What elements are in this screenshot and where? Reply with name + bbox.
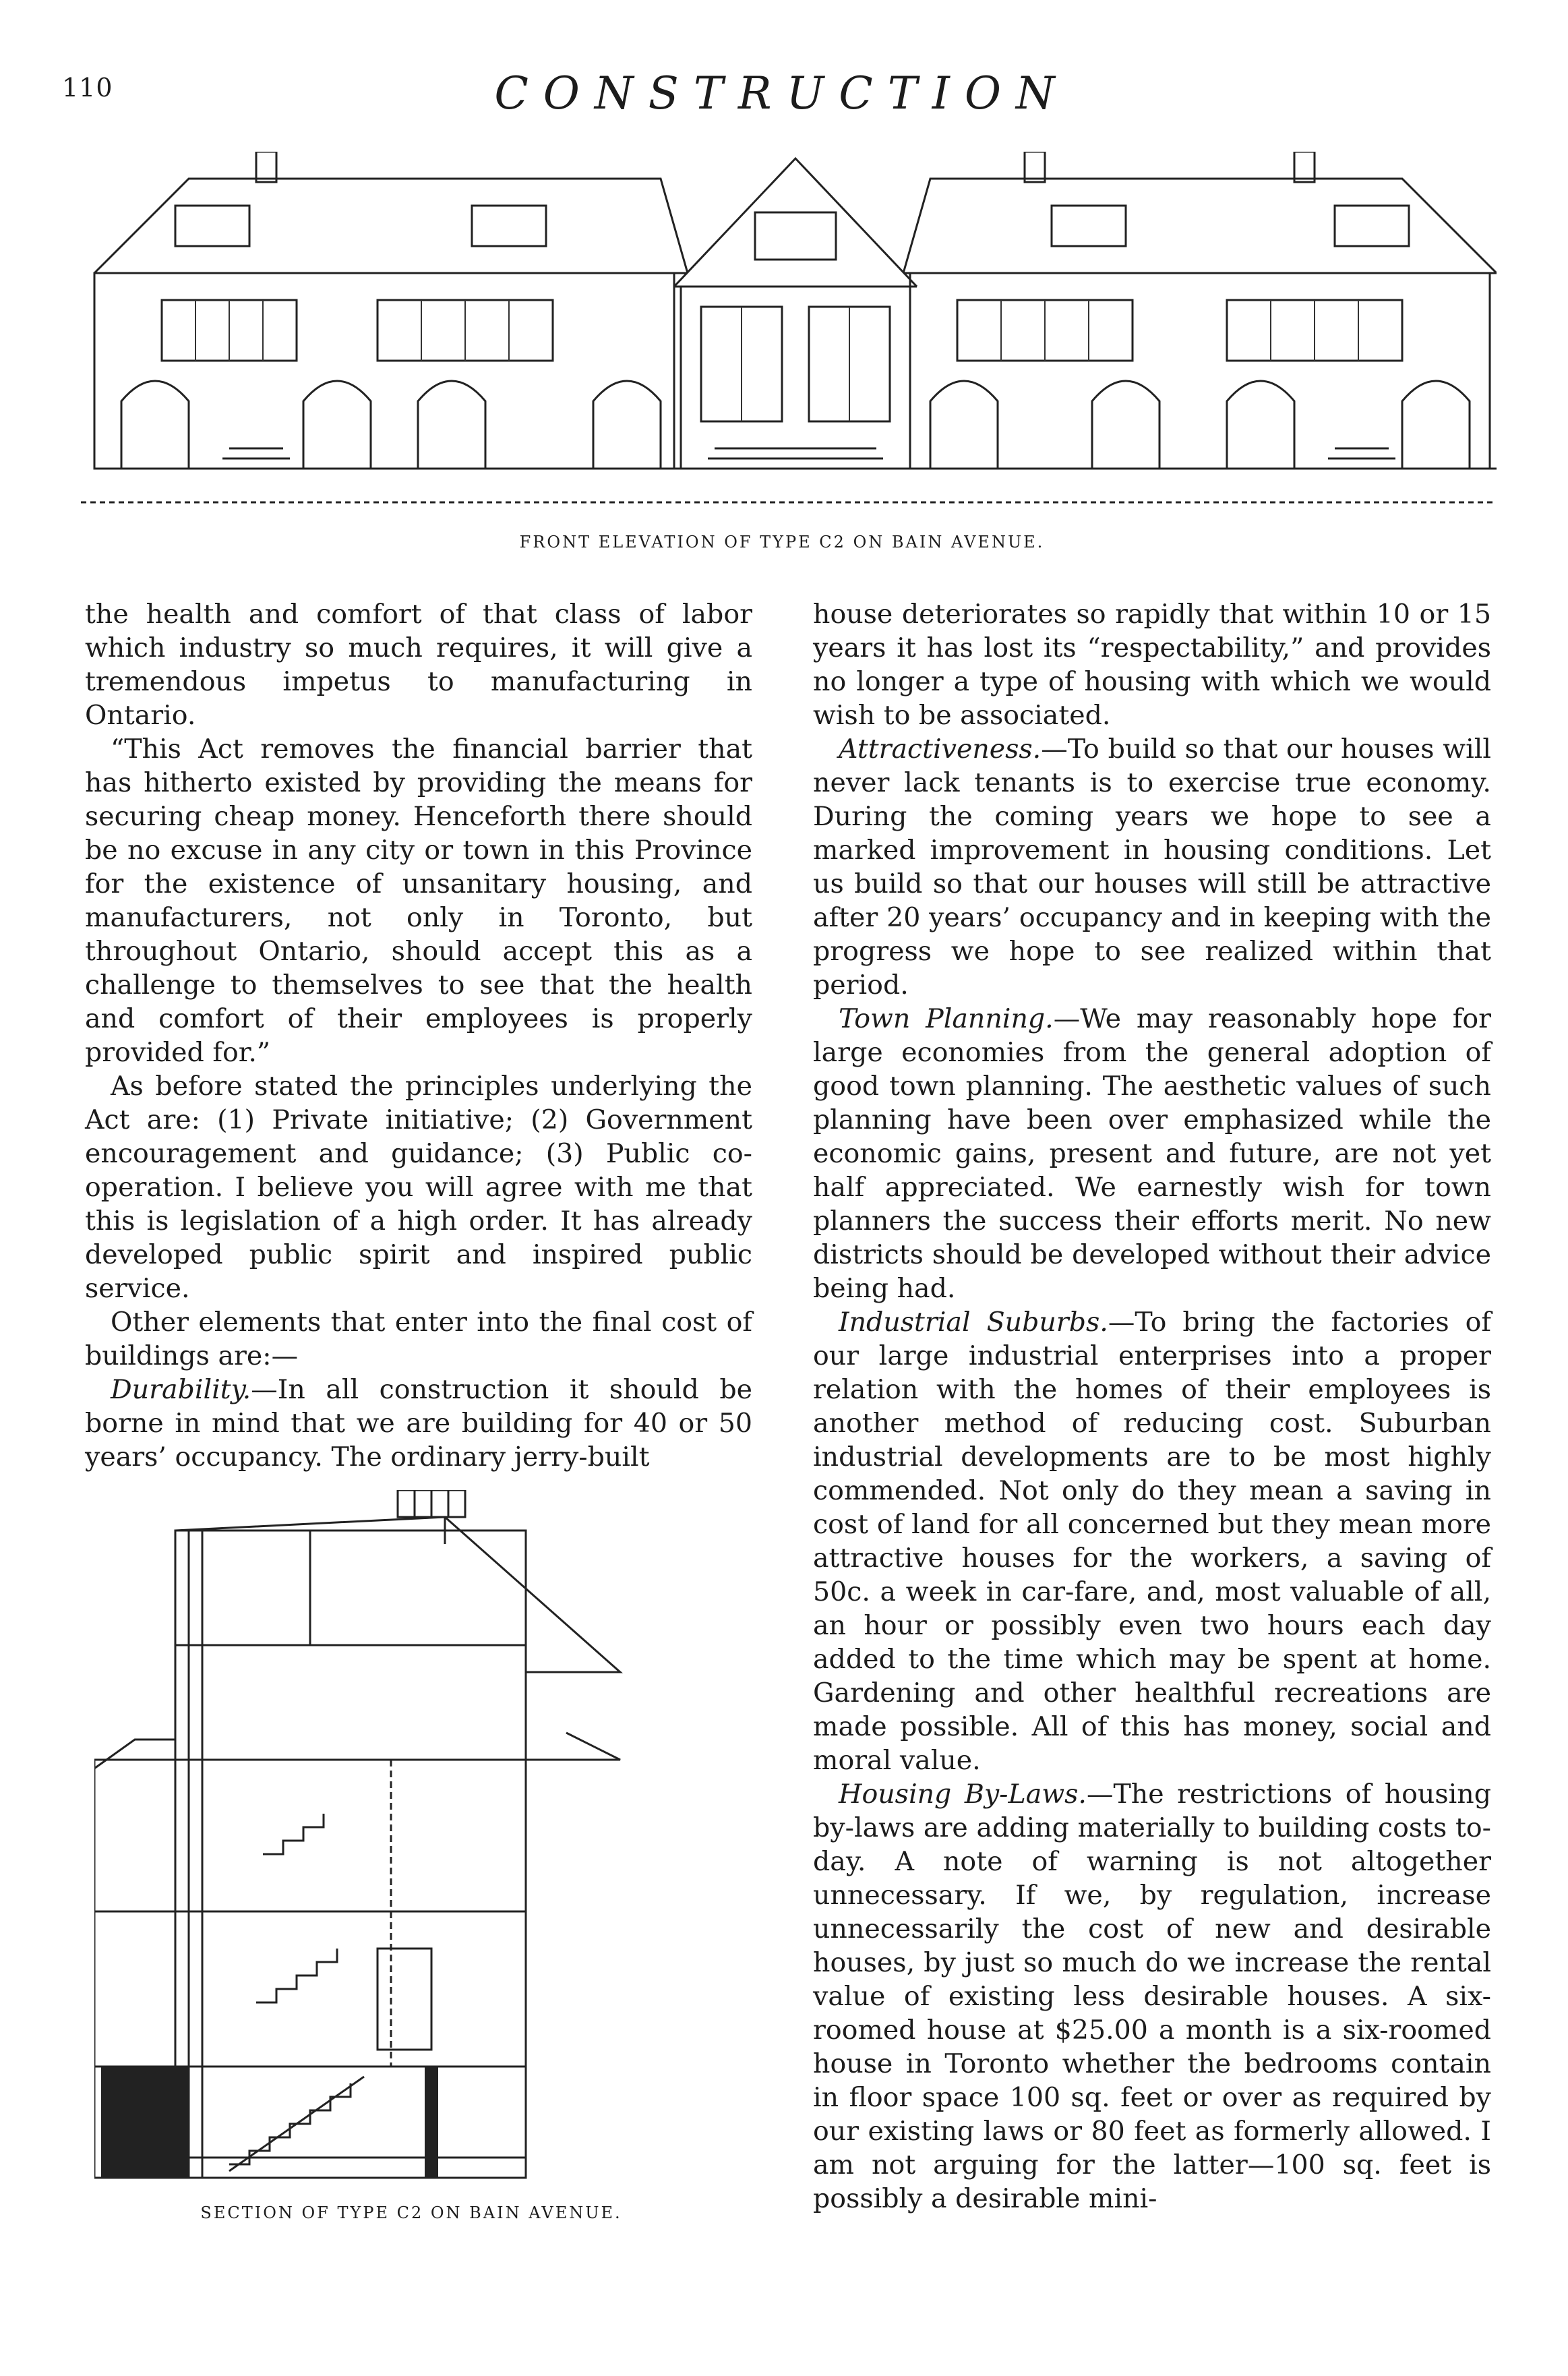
paragraph xyxy=(813,732,1491,1002)
paragraph: As before stated the principles underlying the Act are: (1) Private initiative; (2) Government encouragement and guidance; (3) Public co-operation. I believe you will agree with me that this is legislation of a high order. It has already developed public spirit and inspired public service. xyxy=(85,1071,752,1304)
paragraph-text: —To build so that our houses will never lack tenants is to exercise true economy. During the coming years we hope to see a marked improvement in housing conditions. Let us build so that our houses will still be attractive after 20 years’ occupancy and in keeping with the progress we hope to see realized within that period. xyxy=(813,734,1491,1001)
section-heading: Durability. xyxy=(111,1374,251,1405)
paragraph-text: —We may reasonably hope for large economies from the general adoption of good town planning. The aesthetic values of such planning have been over emphasized while the economic gains, present and future, are not yet half appreciated. We earnestly wish for town planners the success their efforts merit. No new districts should be developed without their advice being had. xyxy=(813,1003,1492,1304)
elevation-caption: FRONT ELEVATION OF TYPE C2 ON BAIN AVENUE. xyxy=(519,533,1045,552)
page-number: 110 xyxy=(62,73,113,102)
section-caption: SECTION OF TYPE C2 ON BAIN AVENUE. xyxy=(200,2203,622,2222)
section-heading: Housing By-Laws. xyxy=(839,1779,1087,1810)
paragraph: “This Act removes the financial barrier that has hitherto existed by providing the means for securing cheap money. Henceforth there should be no excuse in any city or town in this Province for the existence of unsanitary housing, and manufacturers, not only in Toronto, but throughout Ontario, should accept this as a challenge to themselves to see that the health and comfort of their employees is properly provided for.” xyxy=(85,734,752,1068)
paragraph xyxy=(813,1305,1491,1777)
paragraph: Other elements that enter into the final cost of buildings are:— xyxy=(85,1307,752,1371)
paragraph: the health and comfort of that class of labor which industry so much requires, it will give a tremendous impetus to manufacturing in Ontario. xyxy=(85,599,752,731)
front-elevation-drawing xyxy=(81,152,1497,516)
section-heading: Attractiveness. xyxy=(839,734,1042,765)
paragraph xyxy=(813,1777,1491,2216)
paragraph-text: —To bring the factories of our large industrial enterprises into a proper relation with the homes of their employees is another method of reducing cost. Suburban industrial developments are to be most highly commended. Not only do they mean a saving in cost of land for all concerned but they mean more attractive houses for the workers, a saving of 50c. a week in car-fare, and, most valuable of all, an hour or possibly even two hours each day added to the time which may be spent at home. Gardening and other healthful recreations are made possible. All of this has money, social and moral value. xyxy=(813,1307,1491,1776)
paragraph xyxy=(85,1373,752,1474)
paragraph: house deteriorates so rapidly that within 10 or 15 years it has lost its “respectability,” and provides no longer a type of housing with which we would wish to be associated. xyxy=(813,599,1491,731)
left-column xyxy=(85,597,752,1474)
running-title: CONSTRUCTION xyxy=(494,67,1070,119)
paragraph xyxy=(813,1002,1491,1305)
right-column xyxy=(813,597,1491,2216)
paragraph-text: —In all construction it should be borne in mind that we are building for 40 or 50 years’ occupancy. The ordinary jerry-built xyxy=(85,1374,752,1473)
section-heading: Town Planning. xyxy=(839,1003,1054,1034)
section-drawing xyxy=(94,1490,755,2191)
paragraph-text: —The restrictions of housing by-laws are adding materially to building costs to-day. A note of warning is not altogether unnecessary. If we, by regulation, increase unnecessarily the cost of new and desirable houses, by just so much do we increase the rental value of existing less desirable houses. A six-roomed house at $25.00 a month is a six-roomed house in Toronto whether the bedrooms contain in floor space 100 sq. feet or over as required by our existing laws or 80 feet as formerly allowed. I am not arguing for the latter—100 sq. feet is possibly a desirable mini- xyxy=(813,1779,1491,2214)
section-heading: Industrial Suburbs. xyxy=(839,1307,1108,1338)
